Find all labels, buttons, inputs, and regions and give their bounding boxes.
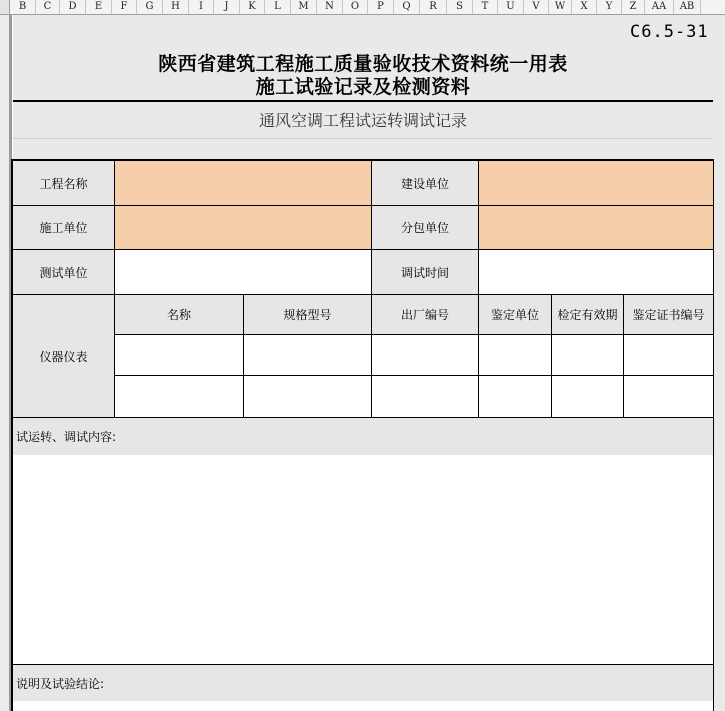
column-header-r[interactable]: R	[420, 0, 447, 14]
label-construction-unit: 建设单位	[372, 161, 479, 206]
instrument-header-serial: 出厂编号	[372, 295, 479, 335]
subtitle-gridline	[13, 138, 713, 139]
column-header-u[interactable]: U	[498, 0, 524, 14]
column-header-b[interactable]: B	[10, 0, 36, 14]
column-header-s[interactable]: S	[447, 0, 473, 14]
column-header-x[interactable]: X	[572, 0, 597, 14]
instrument-header-validity: 检定有效期	[552, 295, 624, 335]
column-header-t[interactable]: T	[473, 0, 498, 14]
column-header-v[interactable]: V	[524, 0, 549, 14]
instrument-cell[interactable]	[372, 376, 479, 418]
instrument-header-model: 规格型号	[244, 295, 372, 335]
label-debug-time: 调试时间	[372, 250, 479, 295]
column-header-g[interactable]: G	[137, 0, 163, 14]
instrument-cell[interactable]	[115, 335, 244, 376]
label-instruments: 仪器仪表	[13, 295, 115, 418]
label-test-unit: 测试单位	[13, 250, 115, 295]
instrument-header-cert-number: 鉴定证书编号	[624, 295, 714, 335]
instrument-header-name: 名称	[115, 295, 244, 335]
content-section-label: 试运转、调试内容:	[13, 418, 714, 455]
column-header-f[interactable]: F	[112, 0, 137, 14]
instrument-cell[interactable]	[552, 376, 624, 418]
column-header-y[interactable]: Y	[597, 0, 622, 14]
instrument-cell[interactable]	[372, 335, 479, 376]
column-header-k[interactable]: K	[240, 0, 265, 14]
instrument-cell[interactable]	[244, 376, 372, 418]
builder-unit-input[interactable]	[115, 206, 372, 250]
column-header-m[interactable]: M	[291, 0, 317, 14]
project-name-input[interactable]	[115, 161, 372, 206]
label-subcontract-unit: 分包单位	[372, 206, 479, 250]
column-header-l[interactable]: L	[265, 0, 291, 14]
instrument-cell[interactable]	[624, 335, 714, 376]
column-header-n[interactable]: N	[317, 0, 343, 14]
column-header-o[interactable]: O	[343, 0, 368, 14]
debug-time-input[interactable]	[479, 250, 714, 295]
column-header-h[interactable]: H	[163, 0, 189, 14]
conclusion-section-label: 说明及试验结论:	[13, 665, 714, 701]
label-project-name: 工程名称	[13, 161, 115, 206]
column-header-p[interactable]: P	[368, 0, 394, 14]
title-line-2: 施工试验记录及检测资料	[255, 76, 471, 98]
instrument-cell[interactable]	[244, 335, 372, 376]
test-unit-input[interactable]	[115, 250, 372, 295]
subcontract-unit-input[interactable]	[479, 206, 714, 250]
column-header-aa[interactable]: AA	[645, 0, 674, 14]
select-all-corner[interactable]	[0, 0, 10, 14]
instrument-header-cert-unit: 鉴定单位	[479, 295, 552, 335]
instrument-cell[interactable]	[624, 376, 714, 418]
column-header-c[interactable]: C	[36, 0, 60, 14]
instrument-cell[interactable]	[479, 376, 552, 418]
column-header-ab[interactable]: AB	[674, 0, 701, 14]
title-line-1: 陕西省建筑工程施工质量验收技术资料统一用表	[158, 53, 568, 75]
sheet-margin-right	[713, 15, 725, 711]
conclusion-area[interactable]	[13, 701, 714, 711]
label-builder-unit: 施工单位	[13, 206, 115, 250]
column-header-d[interactable]: D	[60, 0, 86, 14]
instrument-cell[interactable]	[552, 335, 624, 376]
column-header-q[interactable]: Q	[394, 0, 420, 14]
subtitle: 通风空调工程试运转调试记录	[258, 111, 467, 130]
instrument-cell[interactable]	[115, 376, 244, 418]
column-header-j[interactable]: J	[214, 0, 240, 14]
column-header-bar	[0, 0, 725, 15]
construction-unit-input[interactable]	[479, 161, 714, 206]
instrument-cell[interactable]	[479, 335, 552, 376]
column-header-w[interactable]: W	[549, 0, 572, 14]
content-area[interactable]	[13, 455, 714, 665]
column-header-z[interactable]: Z	[622, 0, 645, 14]
column-header-e[interactable]: E	[86, 0, 112, 14]
form-code: C6.5-31	[630, 22, 709, 42]
column-header-i[interactable]: I	[189, 0, 214, 14]
